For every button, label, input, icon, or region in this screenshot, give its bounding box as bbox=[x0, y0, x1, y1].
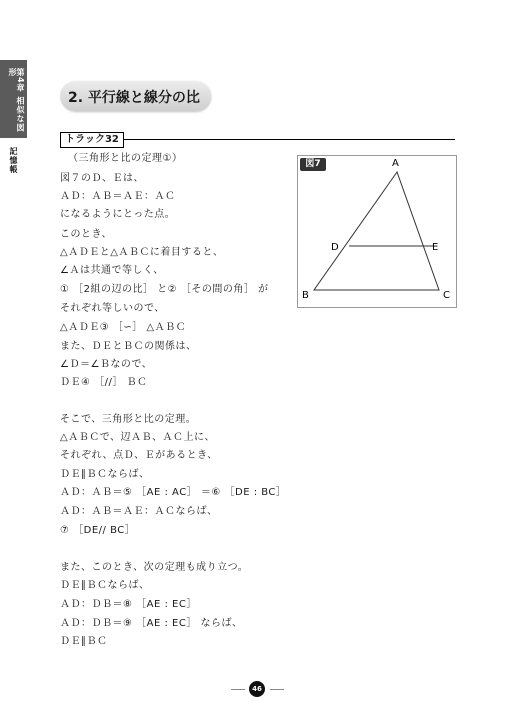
text-line: ＤＥ∥ＢＣ bbox=[60, 636, 108, 647]
triangle-diagram bbox=[298, 156, 456, 307]
text-line: また、ＤＥとＢＣの関係は、 bbox=[60, 341, 197, 352]
text-line: ⑦ ［DE// BC］ bbox=[60, 525, 136, 536]
vertex-d-label: D bbox=[331, 242, 339, 253]
page-number: 46 bbox=[249, 681, 265, 697]
chapter-side-tab bbox=[0, 60, 27, 138]
text-line: になるようにとった点。 bbox=[60, 209, 176, 220]
text-line: それぞれ等しいので、 bbox=[60, 303, 165, 314]
text-line: 図７のＤ、Ｅは、 bbox=[60, 173, 144, 184]
page-number-rule-right bbox=[270, 689, 284, 690]
triangle-abc bbox=[314, 172, 439, 290]
vertex-c-label: C bbox=[443, 290, 450, 301]
text-line: ＡＤ：ＡＢ＝ＡＥ：ＡＣならば、 bbox=[60, 506, 218, 517]
text-line: （三角形と比の定理①） bbox=[68, 153, 183, 164]
text-line: ＤＥ④ ［//］ ＢＣ bbox=[60, 377, 148, 388]
side-note-label: 記憶帳 bbox=[9, 147, 18, 174]
section-title-banner bbox=[60, 81, 210, 111]
section-title: 2. 平行線と線分の比 bbox=[68, 90, 200, 106]
text-line: ＡＤ：ＡＢ＝⑤ ［AE : AC］ ＝⑥ ［DE : BC］ bbox=[60, 487, 287, 498]
vertex-a-label: A bbox=[392, 158, 399, 169]
text-line: ＡＤ：ＤＢ＝⑧ ［AE : EC］ bbox=[60, 599, 197, 610]
text-line: △ＡＤＥ③ ［∽］ △ＡＢＣ bbox=[60, 322, 187, 333]
text-line: △ＡＤＥと△ＡＢＣに着目すると、 bbox=[60, 247, 224, 258]
vertex-b-label: B bbox=[302, 290, 309, 301]
page-number-rule-left bbox=[231, 689, 245, 690]
text-line: このとき、 bbox=[60, 229, 113, 240]
vertex-e-label: E bbox=[432, 242, 439, 253]
text-line: ① ［2組の辺の比］ と② ［その間の角］ が bbox=[60, 284, 269, 295]
text-line: ∠Ａは共通で等しく、 bbox=[60, 265, 164, 276]
text-line: また、このとき、次の定理も成り立つ。 bbox=[60, 562, 249, 573]
figure-7 bbox=[297, 155, 457, 308]
text-line: ＤＥ∥ＢＣならば、 bbox=[60, 580, 150, 591]
text-line: ∠Ｄ＝∠Ｂなので、 bbox=[60, 359, 153, 370]
text-line: そこで、三角形と比の定理。 bbox=[60, 414, 197, 425]
text-line: ＤＥ∥ＢＣならば、 bbox=[60, 469, 150, 480]
figure-label: 図7 bbox=[300, 158, 326, 171]
text-line: △ＡＢＣで、辺ＡＢ、ＡＣ上に、 bbox=[60, 432, 215, 443]
track-label: トラック32 bbox=[60, 132, 124, 148]
text-line: ＡＤ：ＡＢ＝ＡＥ：ＡＣ bbox=[60, 191, 176, 202]
text-line: ＡＤ：ＤＢ＝⑨ ［AE : EC］ ならば、 bbox=[60, 618, 243, 629]
text-line: それぞれ、点Ｄ、Ｅがあるとき、 bbox=[60, 450, 218, 461]
track-divider bbox=[124, 139, 455, 140]
chapter-side-tab-label: 第4章 相似な図形 bbox=[8, 68, 25, 133]
